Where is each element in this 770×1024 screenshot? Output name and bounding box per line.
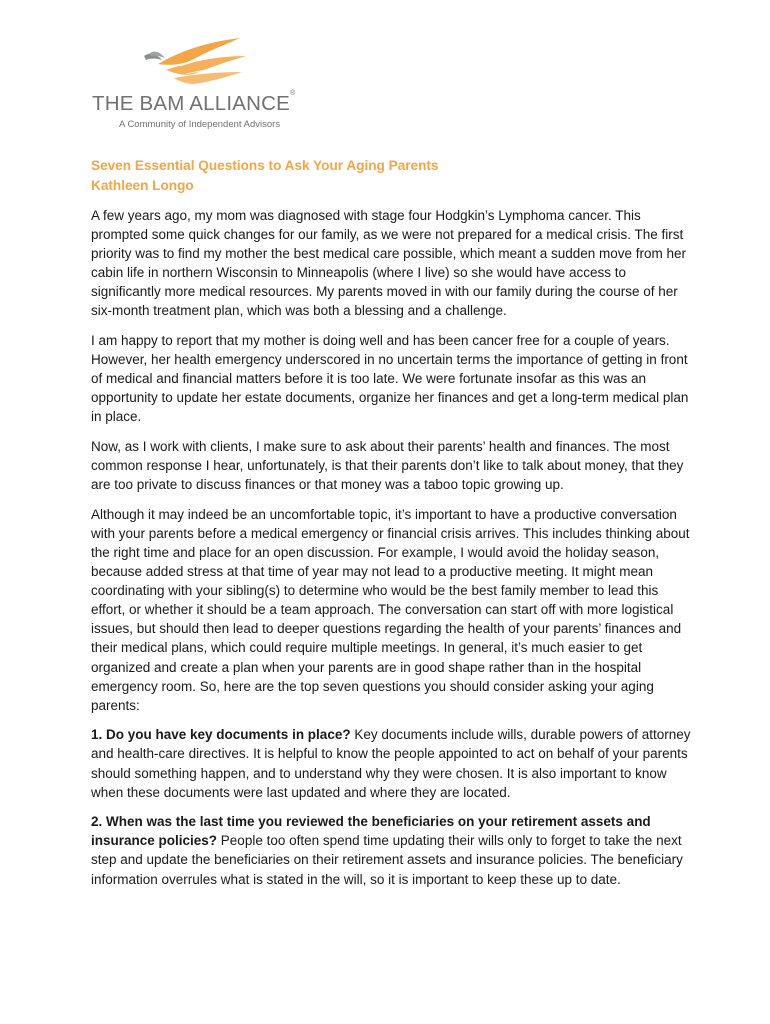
paragraph: I am happy to report that my mother is doing well and has been cancer free for a couple of years. However, her health emergency underscored in no uncertain terms the importance of getting in front of medical and financial matters before it is too late. We were fortunate insofar as this was an opportunity to update her estate documents, organize her finances and get a long-term medical plan in place. — [91, 333, 689, 425]
registered-mark: ® — [290, 90, 296, 97]
question-2 — [91, 812, 691, 888]
logo-wordmark: THE BAM ALLIANCE® — [92, 90, 296, 115]
article-author: Kathleen Longo — [91, 178, 194, 193]
question-1-heading: 1. Do you have key documents in place? — [91, 727, 351, 743]
question-1 — [91, 725, 691, 801]
wing-logo-icon — [142, 36, 252, 90]
paragraph: Although it may indeed be an uncomfortable topic, it’s important to have a productive conversation with your parents before a medical emergency or financial crisis arrives. This includes thinking about the right time and place for an open discussion. For example, I would avoid the holiday season, because added stress at that time of year may not lead to a productive meeting. It might mean coordinating with your sibling(s) to determine who would be the best family member to lead this effort, or whether it should be a team approach. The conversation can start off with more logistical issues, but should then lead to deeper questions regarding the health of your parents’ finances and their medical plans, which could require multiple meetings. In general, it’s much easier to get organized and create a plan when your parents are in good shape rather than in the hospital emergency room. So, here are the top seven questions you should consider asking your aging parents: — [91, 506, 690, 713]
question-1-body: Key documents include wills, durable powers of attorney and health-care directives. It is helpful to know the people appointed to act on behalf of your parents should something happen, and to understand why they were chosen. It is also important to know when these documents were last updated and where they are located. — [91, 727, 691, 800]
paragraph: Now, as I work with clients, I make sure to ask about their parents’ health and finances. The most common response I hear, unfortunately, is that their parents don’t like to talk about money, that they are too private to discuss finances or that money was a taboo topic growing up. — [91, 439, 684, 493]
question-2-body: People too often spend time updating their wills only to forget to take the next step and update the beneficiaries on their retirement assets and insurance policies. The beneficiary information overrules what is stated in the will, so it is important to keep these up to date. — [91, 833, 683, 887]
article — [91, 156, 691, 899]
question-2-heading: 2. When was the last time you reviewed the beneficiaries on your retirement assets and insurance policies? — [91, 814, 651, 849]
paragraph: A few years ago, my mom was diagnosed with stage four Hodgkin’s Lymphoma cancer. This prompted some quick changes for our family, as we were not prepared for a medical crisis. The first priority was to find my mother the best medical care possible, which meant a sudden move from her cabin life in northern Wisconsin to Minneapolis (where I live) so she would have access to significantly more medical resources. My parents moved in with our family during the course of her six-month treatment plan, which was both a blessing and a challenge. — [91, 208, 687, 319]
logo-tagline: A Community of Independent Advisors — [119, 119, 281, 130]
bam-alliance-logo — [92, 36, 332, 132]
article-title: Seven Essential Questions to Ask Your Aging Parents — [91, 158, 439, 173]
